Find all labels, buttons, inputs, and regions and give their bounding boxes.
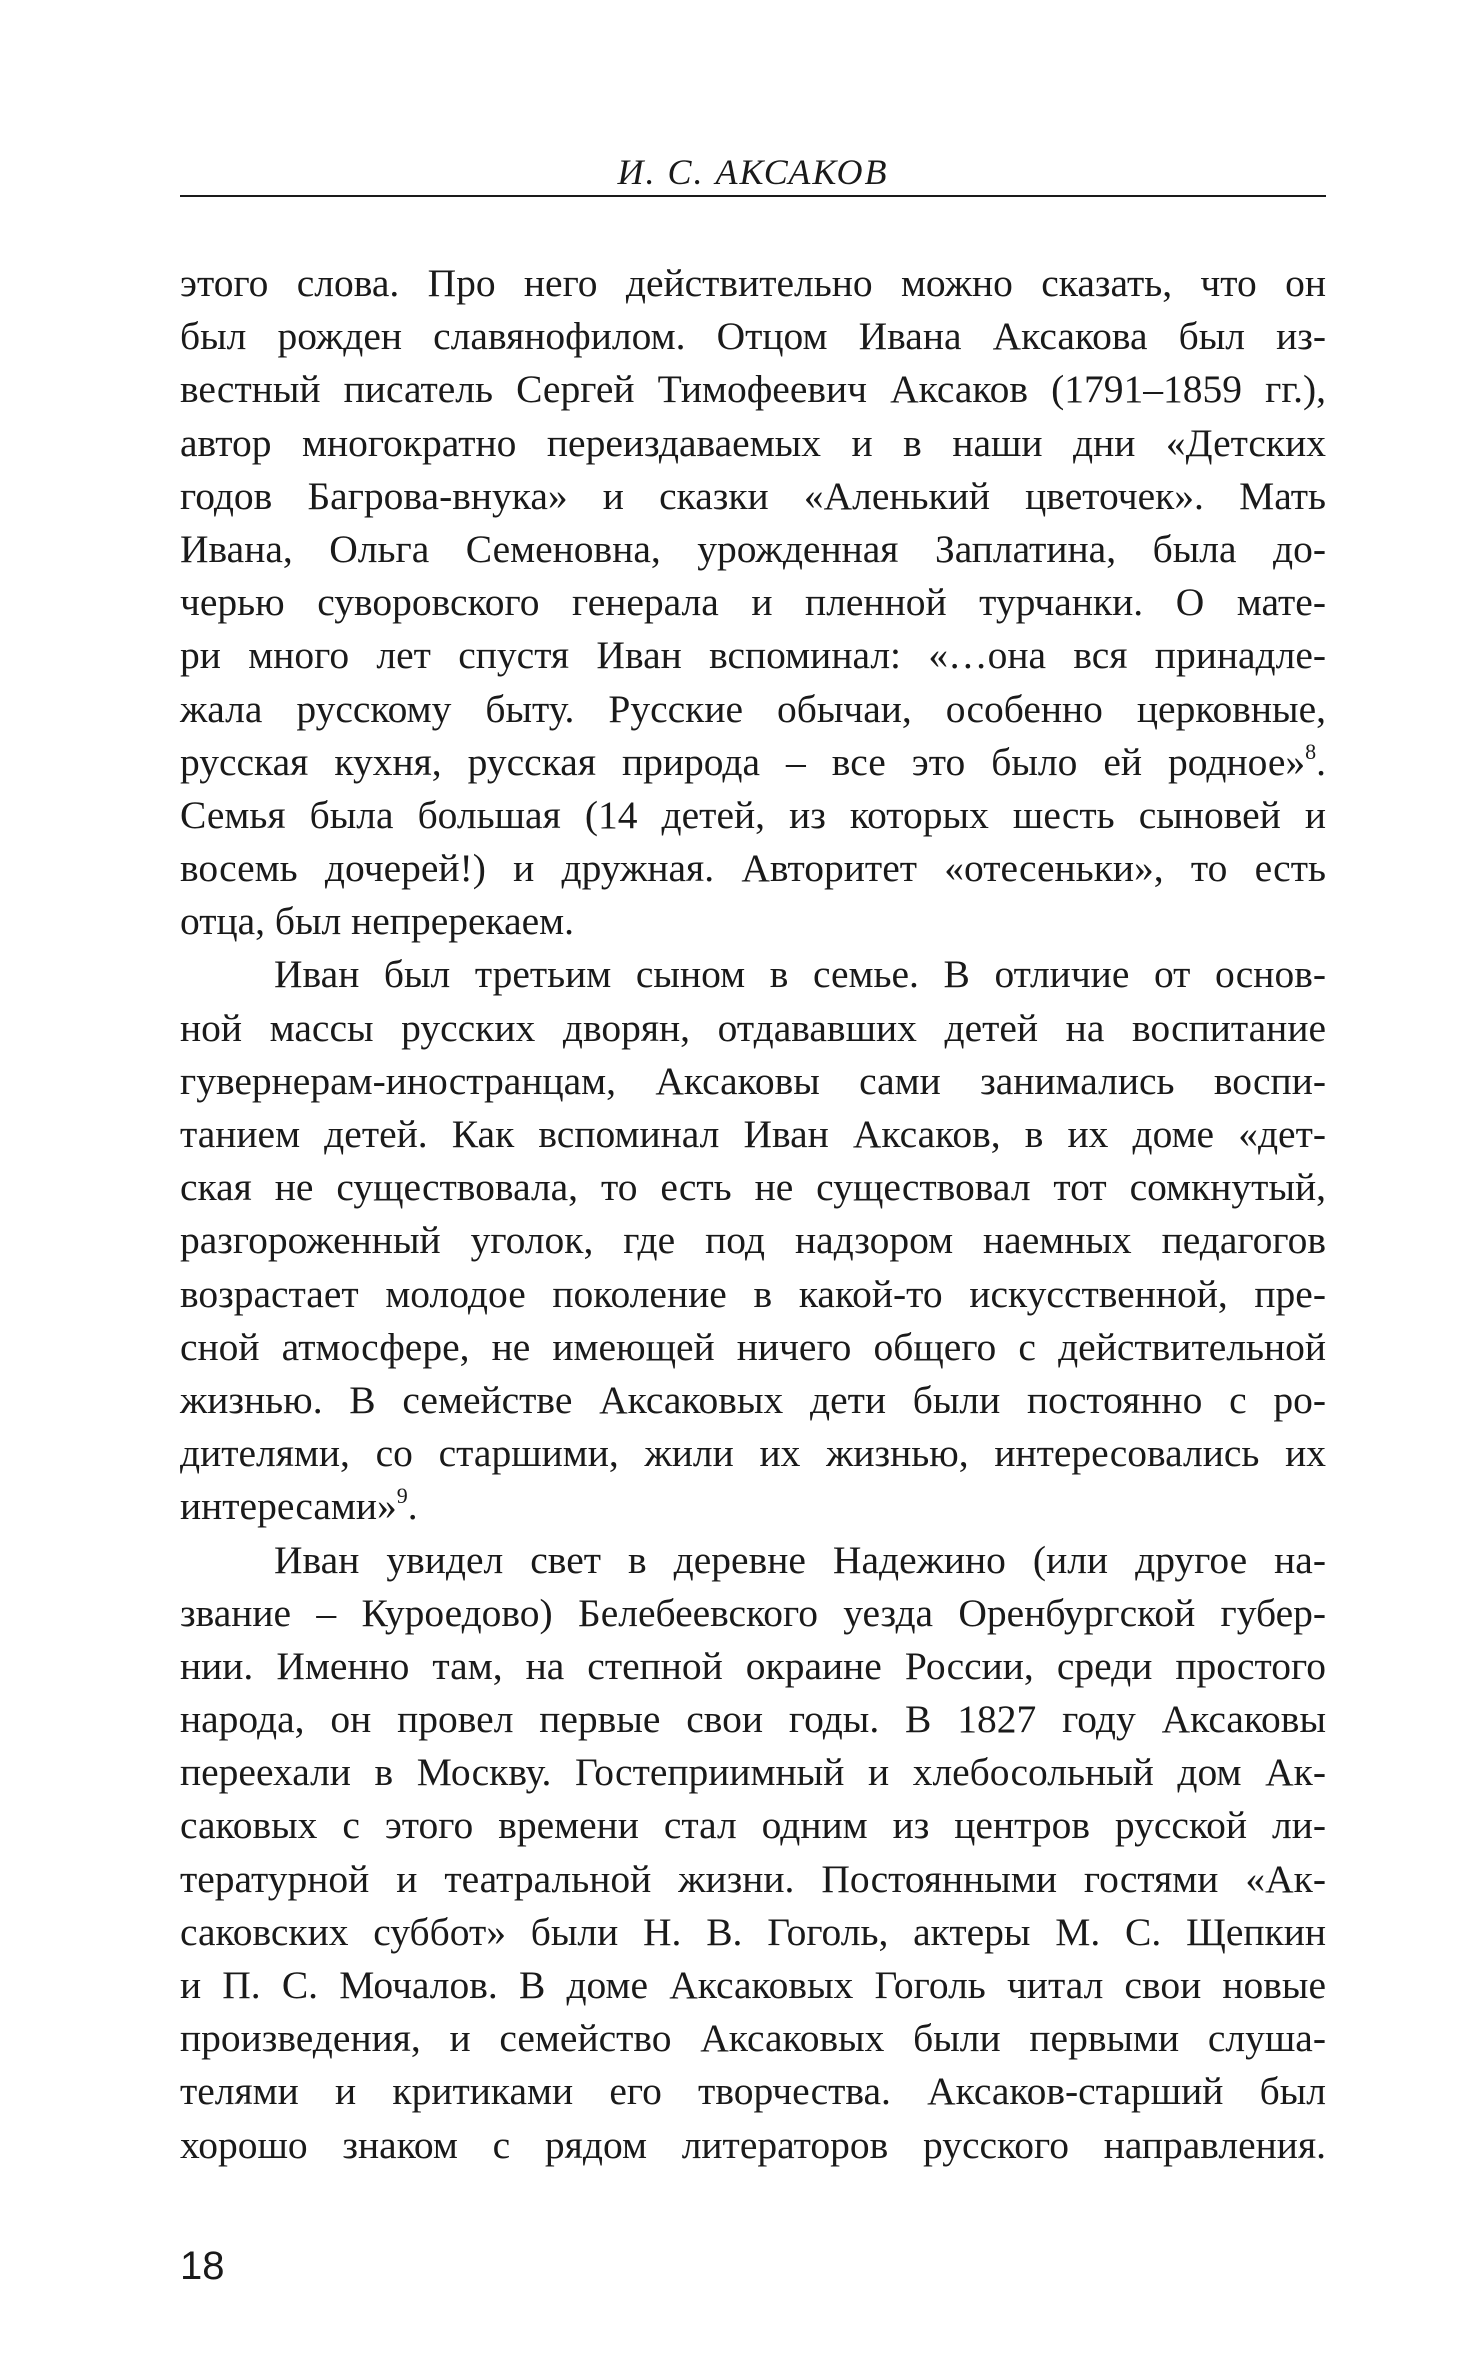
text-line: ной массы русских дворян, отдававших детей на воспитание	[180, 1005, 1326, 1050]
text-line: произведения, и семейство Аксаковых были первыми слуша-	[180, 2016, 1326, 2061]
text-line-with-footnote	[180, 1480, 1326, 1533]
footnote-marker: 9	[396, 1483, 408, 1509]
text-line: тературной и театральной жизни. Постоянными гостями «Ак-	[180, 1856, 1326, 1901]
page-body	[180, 257, 1326, 2172]
text-line: танием детей. Как вспоминал Иван Аксаков, в их доме «дет-	[180, 1112, 1326, 1156]
footnote-suffix: .	[407, 1484, 418, 1529]
text-line: жала русскому быту. Русские обычаи, особенно церковные,	[180, 686, 1326, 731]
text-line: переехали в Москву. Гостеприимный и хлебосольный дом Ак-	[180, 1750, 1326, 1795]
text-line: дителями, со старшими, жили их жизнью, интересовались их	[180, 1431, 1326, 1476]
text-line: интересами»	[180, 1484, 397, 1529]
text-line: народа, он провел первые свои годы. В 1827 году Аксаковы	[180, 1697, 1326, 1742]
text-line: звание – Куроедово) Белебеевского уезда Оренбургской губер-	[180, 1590, 1326, 1635]
text-line: хорошо знаком с рядом литераторов русского направления.	[180, 2122, 1326, 2167]
text-line: сной атмосфере, не имеющей ничего общего с действительной	[180, 1324, 1326, 1369]
text-line: черью суворовского генерала и пленной турчанки. О мате-	[180, 580, 1326, 625]
text-line: телями и критиками его творчества. Аксаков-старший был	[180, 2069, 1326, 2114]
text-line: гувернерам-иностранцам, Аксаковы сами занимались воспи-	[180, 1058, 1326, 1103]
text-line: отца, был непререкаем.	[180, 899, 575, 944]
text-line: годов Багрова-внука» и сказки «Аленький цветочек». Мать	[180, 473, 1326, 518]
text-line: саковых с этого времени стал одним из центров русской ли-	[180, 1803, 1326, 1848]
header-rule	[180, 195, 1326, 197]
text-line: вестный писатель Сергей Тимофеевич Аксаков (1791–1859 гг.),	[180, 367, 1326, 412]
text-line: автор многократно переиздаваемых и в наши дни «Детских	[180, 420, 1326, 465]
text-line: русская кухня, русская природа – все это было ей родное»	[180, 739, 1306, 784]
running-title: И. С. АКСАКОВ	[617, 152, 889, 192]
text-line: Семья была большая (14 детей, из которых шесть сыновей и	[180, 792, 1326, 837]
text-line: ская не существовала, то есть не существовал тот сомкнутый,	[180, 1165, 1326, 1210]
page-number: 18	[180, 2244, 225, 2288]
text-line: ри много лет спустя Иван вспоминал: «…она вся принадле-	[180, 633, 1326, 678]
text-line: нии. Именно там, на степной окраине России, среди простого	[180, 1643, 1326, 1688]
text-line: жизнью. В семействе Аксаковых дети были постоянно с ро-	[180, 1377, 1326, 1422]
text-line-with-footnote	[180, 736, 1326, 789]
text-line: Иван был третьим сыном в семье. В отличие от основ-	[274, 952, 1326, 997]
text-line: разгороженный уголок, где под надзором наемных педагогов	[180, 1218, 1326, 1263]
text-line: возрастает молодое поколение в какой-то искусственной, пре-	[180, 1271, 1326, 1316]
text-line: этого слова. Про него действительно можно сказать, что он	[180, 261, 1326, 305]
footnote-marker: 8	[1305, 738, 1317, 764]
text-line: Иван увидел свет в деревне Надежино (или другое на-	[274, 1537, 1326, 1582]
text-line: саковских суббот» были Н. В. Гоголь, актеры М. С. Щепкин	[180, 1909, 1326, 1954]
text-line: и П. С. Мочалов. В доме Аксаковых Гоголь читал свои новые	[180, 1963, 1326, 2007]
text-line: Ивана, Ольга Семеновна, урожденная Заплатина, была до-	[180, 526, 1326, 571]
text-line: восемь дочерей!) и дружная. Авторитет «отесеньки», то есть	[180, 846, 1326, 891]
footnote-suffix: .	[1316, 739, 1326, 784]
text-line: был рожден славянофилом. Отцом Ивана Аксакова был из-	[180, 314, 1326, 359]
